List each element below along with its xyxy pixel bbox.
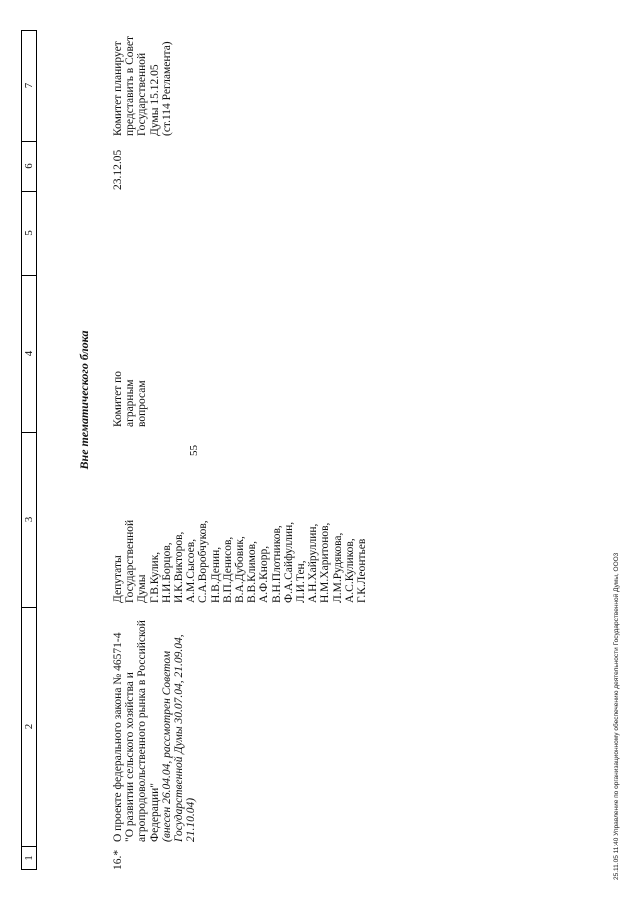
consideration-date: 23.12.05 bbox=[112, 149, 124, 190]
bill-title-line: "О развитии сельского хозяйства и bbox=[124, 672, 137, 842]
author-line: А.С.Куликов, bbox=[343, 538, 356, 603]
author-line: Л.М.Рудякова, bbox=[331, 532, 344, 603]
committee-note bbox=[112, 36, 173, 136]
author-line: Л.И.Тен, bbox=[295, 560, 308, 603]
bill-history-line: Государственной Думы 30.07.04, 21.09.04, bbox=[173, 634, 186, 842]
bill-title-line: Федерации" bbox=[148, 782, 161, 842]
author-line: Н.И.Борцов, bbox=[160, 542, 173, 603]
committee-line: Комитет по bbox=[112, 371, 124, 427]
column-header-7: 7 bbox=[22, 30, 36, 142]
column-header-2: 2 bbox=[22, 607, 36, 847]
note-line: Комитет планирует bbox=[112, 41, 124, 136]
column-header-4: 4 bbox=[22, 275, 36, 433]
column-header-row bbox=[21, 30, 37, 870]
committee-line: вопросам bbox=[136, 380, 149, 427]
author-line: Г.В.Кулик, bbox=[148, 551, 161, 603]
author-line: В.П.Денисов, bbox=[221, 536, 234, 603]
author-line: В.В.Климов, bbox=[246, 541, 259, 603]
print-footer: 25.11.05 11:40 Управление по организационному обеспечению деятельности Государственной Думы, ООО3 bbox=[613, 552, 620, 880]
author-line: Думы bbox=[136, 574, 149, 603]
committee-line: аграрным bbox=[124, 379, 137, 427]
author-line: Г.К.Леонтьев bbox=[356, 538, 369, 603]
note-line: Думы 15.12.05 bbox=[148, 64, 161, 136]
column-header-5: 5 bbox=[22, 191, 36, 276]
author-line: Ф.А.Сайфуллин, bbox=[282, 521, 295, 603]
author-line: Н.В.Денин, bbox=[209, 546, 222, 603]
block-title: Вне тематического блока bbox=[77, 330, 91, 470]
responsible-committee bbox=[112, 371, 149, 427]
bill-authors bbox=[112, 520, 368, 603]
page-number: 55 bbox=[188, 445, 200, 456]
author-line: А.Н.Хайруллин, bbox=[307, 523, 320, 603]
note-line: представить в Совет bbox=[124, 35, 137, 136]
column-header-6: 6 bbox=[22, 141, 36, 192]
bill-history-line: 21.10.04) bbox=[185, 797, 198, 842]
column-header-1: 1 bbox=[23, 855, 35, 861]
column-header-3: 3 bbox=[22, 432, 36, 608]
bill-title-line: агропродовольственного рынка в Российской bbox=[136, 620, 149, 842]
author-line: И.К.Викторов, bbox=[173, 531, 186, 603]
bill-title-line: О проекте федерального закона № 46571-4 bbox=[112, 632, 124, 842]
author-line: А.Ф.Кнорр, bbox=[258, 545, 271, 603]
bill-title bbox=[112, 620, 197, 842]
author-line: А.М.Сысоев, bbox=[185, 538, 198, 603]
author-line: Н.М.Харитонов, bbox=[319, 522, 332, 603]
author-line: В.Н.Плотников, bbox=[270, 525, 283, 603]
note-line: (ст.114 Регламента) bbox=[160, 41, 173, 136]
author-line: В.А.Дубовик, bbox=[234, 536, 247, 603]
author-line: Государственной bbox=[124, 519, 137, 603]
author-line: Депутаты bbox=[112, 555, 124, 603]
author-line: С.А.Воробчуков, bbox=[197, 520, 210, 603]
row-number: 16.* bbox=[112, 849, 124, 870]
bill-history-line: (внесен 26.04.04, рассмотрен Советом bbox=[160, 650, 173, 842]
note-line: Государственной bbox=[136, 52, 149, 136]
